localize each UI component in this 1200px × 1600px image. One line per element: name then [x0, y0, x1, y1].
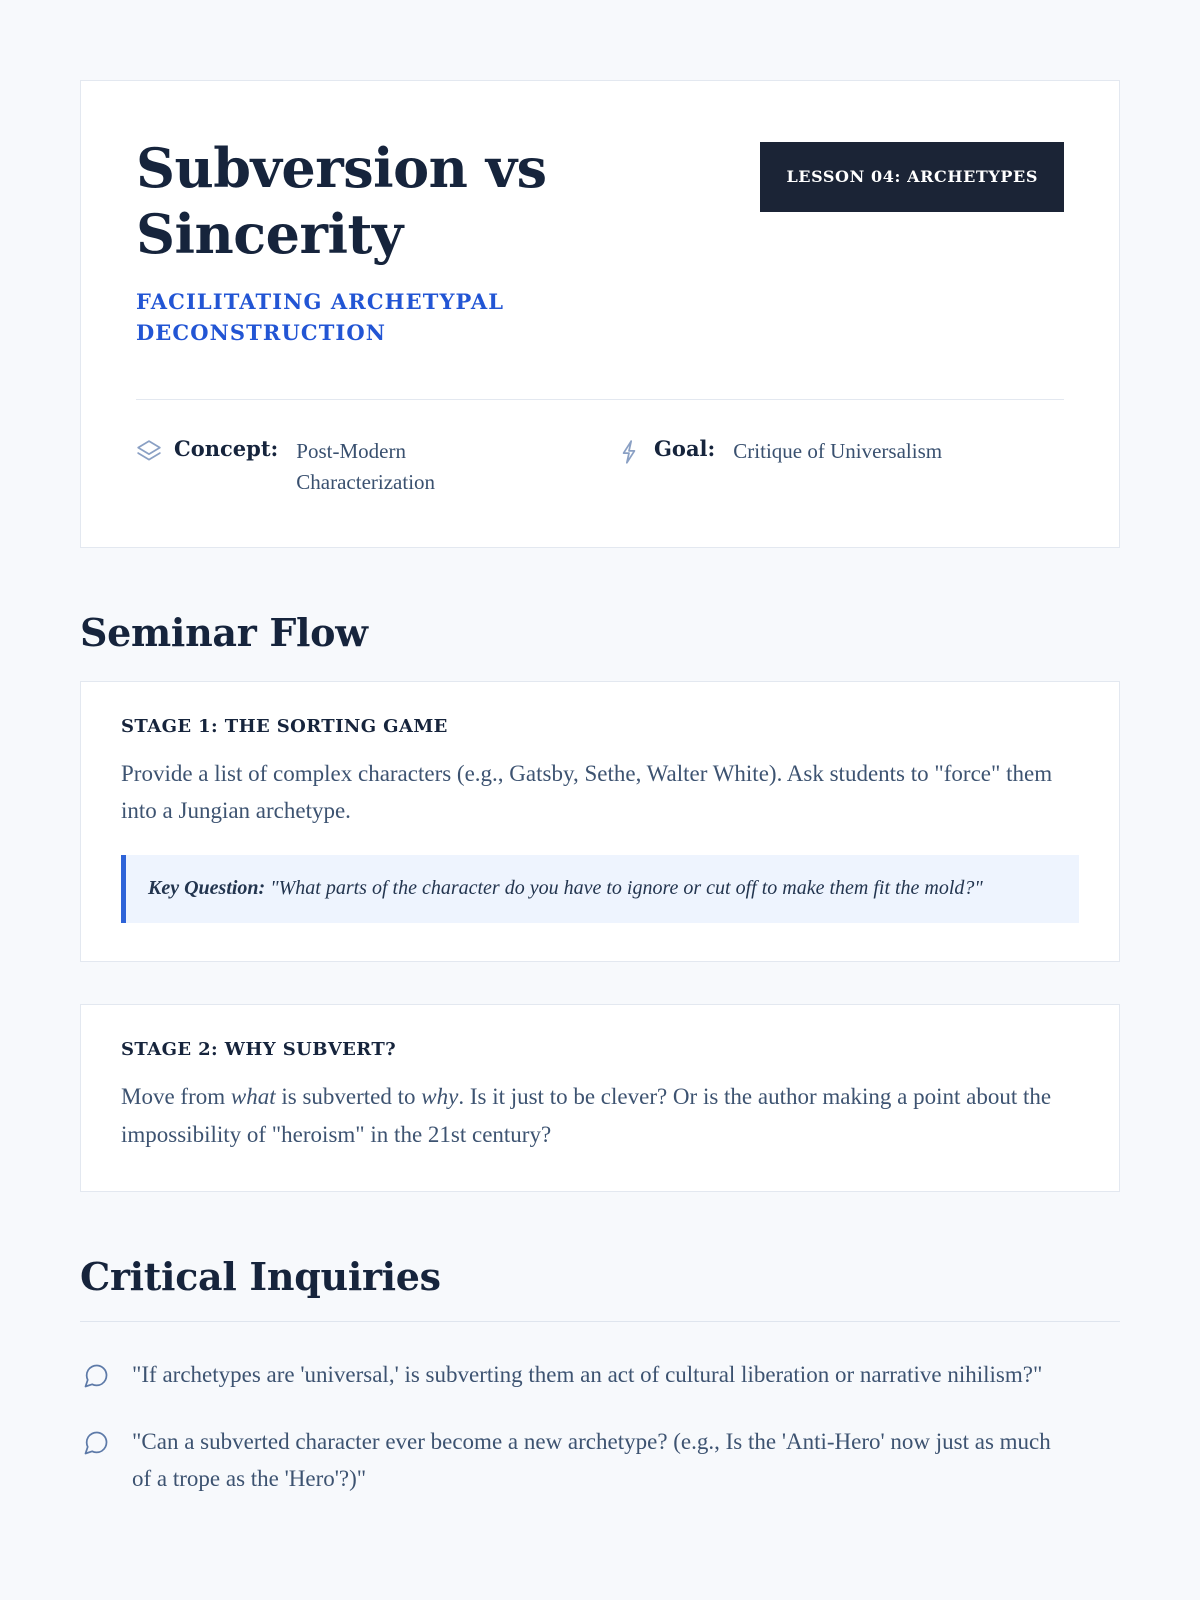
concept-label: Concept:: [174, 435, 279, 461]
list-item: [80, 1356, 1120, 1395]
stage-card: [80, 1004, 1120, 1192]
page-title: Subversion vs Sincerity: [136, 136, 547, 266]
concept-value: Post-Modern Characterization: [296, 438, 436, 495]
stage-body-segment: . Is it just to be clever? Or is the author making a point about the impossibility of "heroism" in the 21st century?: [121, 1084, 1052, 1147]
layers-icon: [136, 439, 162, 470]
meta-item-concept: [136, 436, 616, 499]
key-question-label: Key Question:: [148, 877, 266, 900]
header-divider: [136, 399, 1064, 400]
stage-body-segment: Move from: [121, 1084, 231, 1110]
key-question-callout: [121, 855, 1079, 923]
goal-label: Goal:: [654, 435, 716, 461]
stage-title: STAGE 2: WHY SUBVERT?: [121, 1039, 397, 1061]
header-top-row: [136, 136, 1064, 349]
section-heading-critical-inquiries: Critical Inquiries: [80, 1254, 1120, 1322]
lightning-icon: [616, 439, 642, 470]
stage-body-emphasis: what: [230, 1084, 276, 1110]
page-subtitle: FACILITATING ARCHETYPAL DECONSTRUCTION: [136, 288, 505, 346]
stage-body-segment: is subverted to: [275, 1084, 422, 1110]
meta-item-goal: [616, 436, 942, 470]
lesson-header-card: [80, 80, 1120, 548]
speech-bubble-icon: [82, 1362, 110, 1395]
stage-body: [121, 1078, 1079, 1153]
section-heading-seminar-flow: Seminar Flow: [80, 609, 368, 655]
meta-row: [136, 436, 1064, 499]
stage-body-emphasis: why: [421, 1084, 459, 1110]
stage-title: STAGE 1: THE SORTING GAME: [121, 715, 448, 737]
stage-body: Provide a list of complex characters (e.g., Gatsby, Sethe, Walter White). Ask students to "force" them into a Jungian archetype.: [121, 760, 1053, 823]
stage-card: [80, 681, 1120, 963]
inquiry-text: "Can a subverted character ever become a new archetype? (e.g., Is the 'Anti-Hero' now just as much of a trope as the 'Hero'?)": [132, 1428, 1051, 1491]
speech-bubble-icon: [82, 1429, 110, 1462]
goal-value: Critique of Universalism: [733, 438, 943, 463]
inquiry-text: "If archetypes are 'universal,' is subverting them an act of cultural liberation or narrative nihilism?": [132, 1361, 1043, 1387]
list-item: [80, 1423, 1120, 1498]
title-block: [136, 136, 756, 349]
key-question-text: "What parts of the character do you have to ignore or cut off to make them fit the mold?": [270, 877, 983, 900]
lesson-badge: LESSON 04: ARCHETYPES: [760, 142, 1064, 212]
